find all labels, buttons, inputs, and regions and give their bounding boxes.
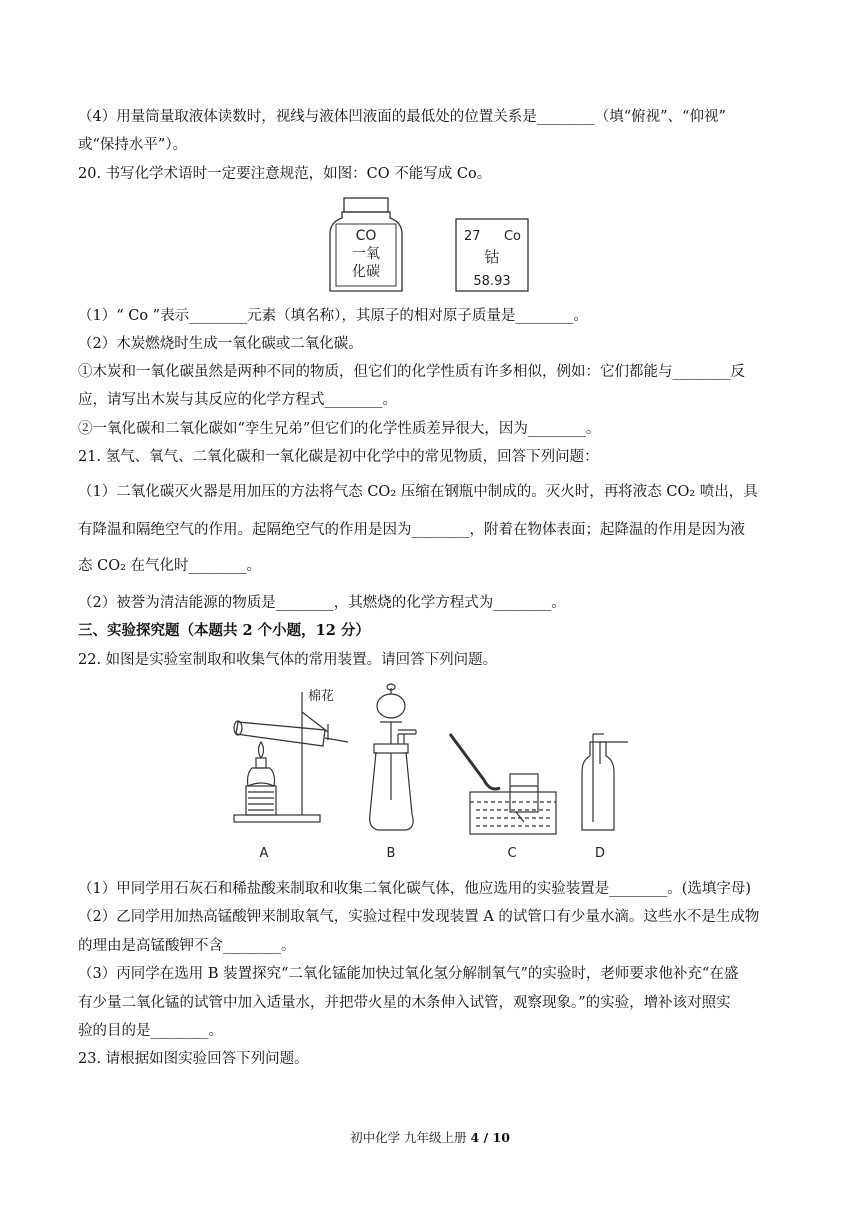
element-atomic-number: 27 [464, 229, 481, 244]
label-c: C [507, 846, 517, 861]
q20-part2a-line1: ①木炭和一氧化碳虽然是两种不同的物质，但它们的化学性质有许多相似，例如：它们都能与________反 [78, 364, 745, 380]
q21-part2: （2）被誉为清洁能源的物质是________，其燃烧的化学方程式为________。 [78, 595, 566, 611]
q21-part1-line1: （1）二氧化碳灭火器是用加压的方法将气态 CO₂ 压缩在钢瓶中制成的。灭火时，再将液态 CO₂ 喷出，具 [78, 484, 758, 500]
lab-apparatus-figure [228, 682, 648, 866]
section3-heading: 三、实验探究题（本题共 2 个小题，12 分） [78, 622, 370, 639]
element-symbol: Co [503, 229, 521, 244]
q19-part4-line1: （4）用量筒量取液体读数时，视线与液体凹液面的最低处的位置关系是________（填“俯视”、“仰视” [78, 109, 726, 125]
q22-part3-line3: 验的目的是________。 [78, 1023, 223, 1039]
page-footer [0, 1128, 860, 1146]
cotton-label: 棉花 [308, 689, 335, 704]
element-card-figure [455, 218, 529, 292]
q22-stem: 22. 如图是实验室制取和收集气体的常用装置。请回答下列问题。 [78, 652, 498, 668]
q21-stem: 21. 氢气、氧气、二氧化碳和一氧化碳是初中化学中的常见物质，回答下列问题： [78, 449, 599, 465]
bottle-label-line3: 化碳 [352, 264, 380, 280]
label-a: A [259, 846, 269, 861]
apparatus-d [582, 734, 628, 830]
reagent-bottle-figure [328, 196, 404, 294]
q21-part1-line3: 态 CO₂ 在气化时________。 [78, 558, 262, 574]
apparatus-c [450, 734, 556, 834]
apparatus-a [234, 692, 348, 822]
element-mass: 58.93 [473, 274, 511, 289]
q21-part1-line2: 有降温和隔绝空气的作用。起隔绝空气的作用是因为________，附着在物体表面；起降温的作用是因为液 [78, 522, 745, 538]
apparatus-b [370, 684, 416, 830]
q19-part4-line2: 或“保持水平”）。 [78, 137, 188, 153]
page-number: 4 / 10 [470, 1130, 510, 1145]
q22-part2-line1: （2）乙同学用加热高锰酸钾来制取氧气，实验过程中发现装置 A 的试管口有少量水滴。这些水不是生成物 [78, 909, 760, 925]
q20-part2a-line2: 应，请写出木炭与其反应的化学方程式________。 [78, 392, 397, 408]
q22-part3-line1: （3）丙同学在选用 B 装置探究“二氧化锰能加快过氧化氢分解制氧气”的实验时，老师要求他补充“在盛 [78, 966, 739, 982]
q20-part2: （2）木炭燃烧时生成一氧化碳或二氧化碳。 [78, 336, 363, 352]
label-d: D [594, 846, 606, 861]
bottle-label-line2: 一氧 [352, 246, 380, 262]
q22-part3-line2: 有少量二氧化锰的试管中加入适量水，并把带火星的木条伸入试管，观察现象。”的实验，增补该对照实 [78, 995, 731, 1011]
label-b: B [386, 846, 396, 861]
q20-part1: （1）“ Co ”表示________元素（填名称），其原子的相对原子质量是________。 [78, 308, 588, 324]
footer-text: 初中化学 九年级上册 [350, 1130, 471, 1145]
q20-stem: 20. 书写化学术语时一定要注意规范，如图：CO 不能写成 Co。 [78, 166, 492, 182]
q22-part1: （1）甲同学用石灰石和稀盐酸来制取和收集二氧化碳气体，他应选用的实验装置是________。(选填字母) [78, 881, 752, 897]
q22-part2-line2: 的理由是高锰酸钾不含________。 [78, 938, 296, 954]
element-name: 钴 [484, 248, 500, 266]
q23-stem: 23. 请根据如图实验回答下列问题。 [78, 1051, 309, 1067]
q20-part2b: ②一氧化碳和二氧化碳如“孪生兄弟”但它们的化学性质差异很大，因为________。 [78, 421, 601, 437]
bottle-label-line1: CO [355, 228, 377, 244]
